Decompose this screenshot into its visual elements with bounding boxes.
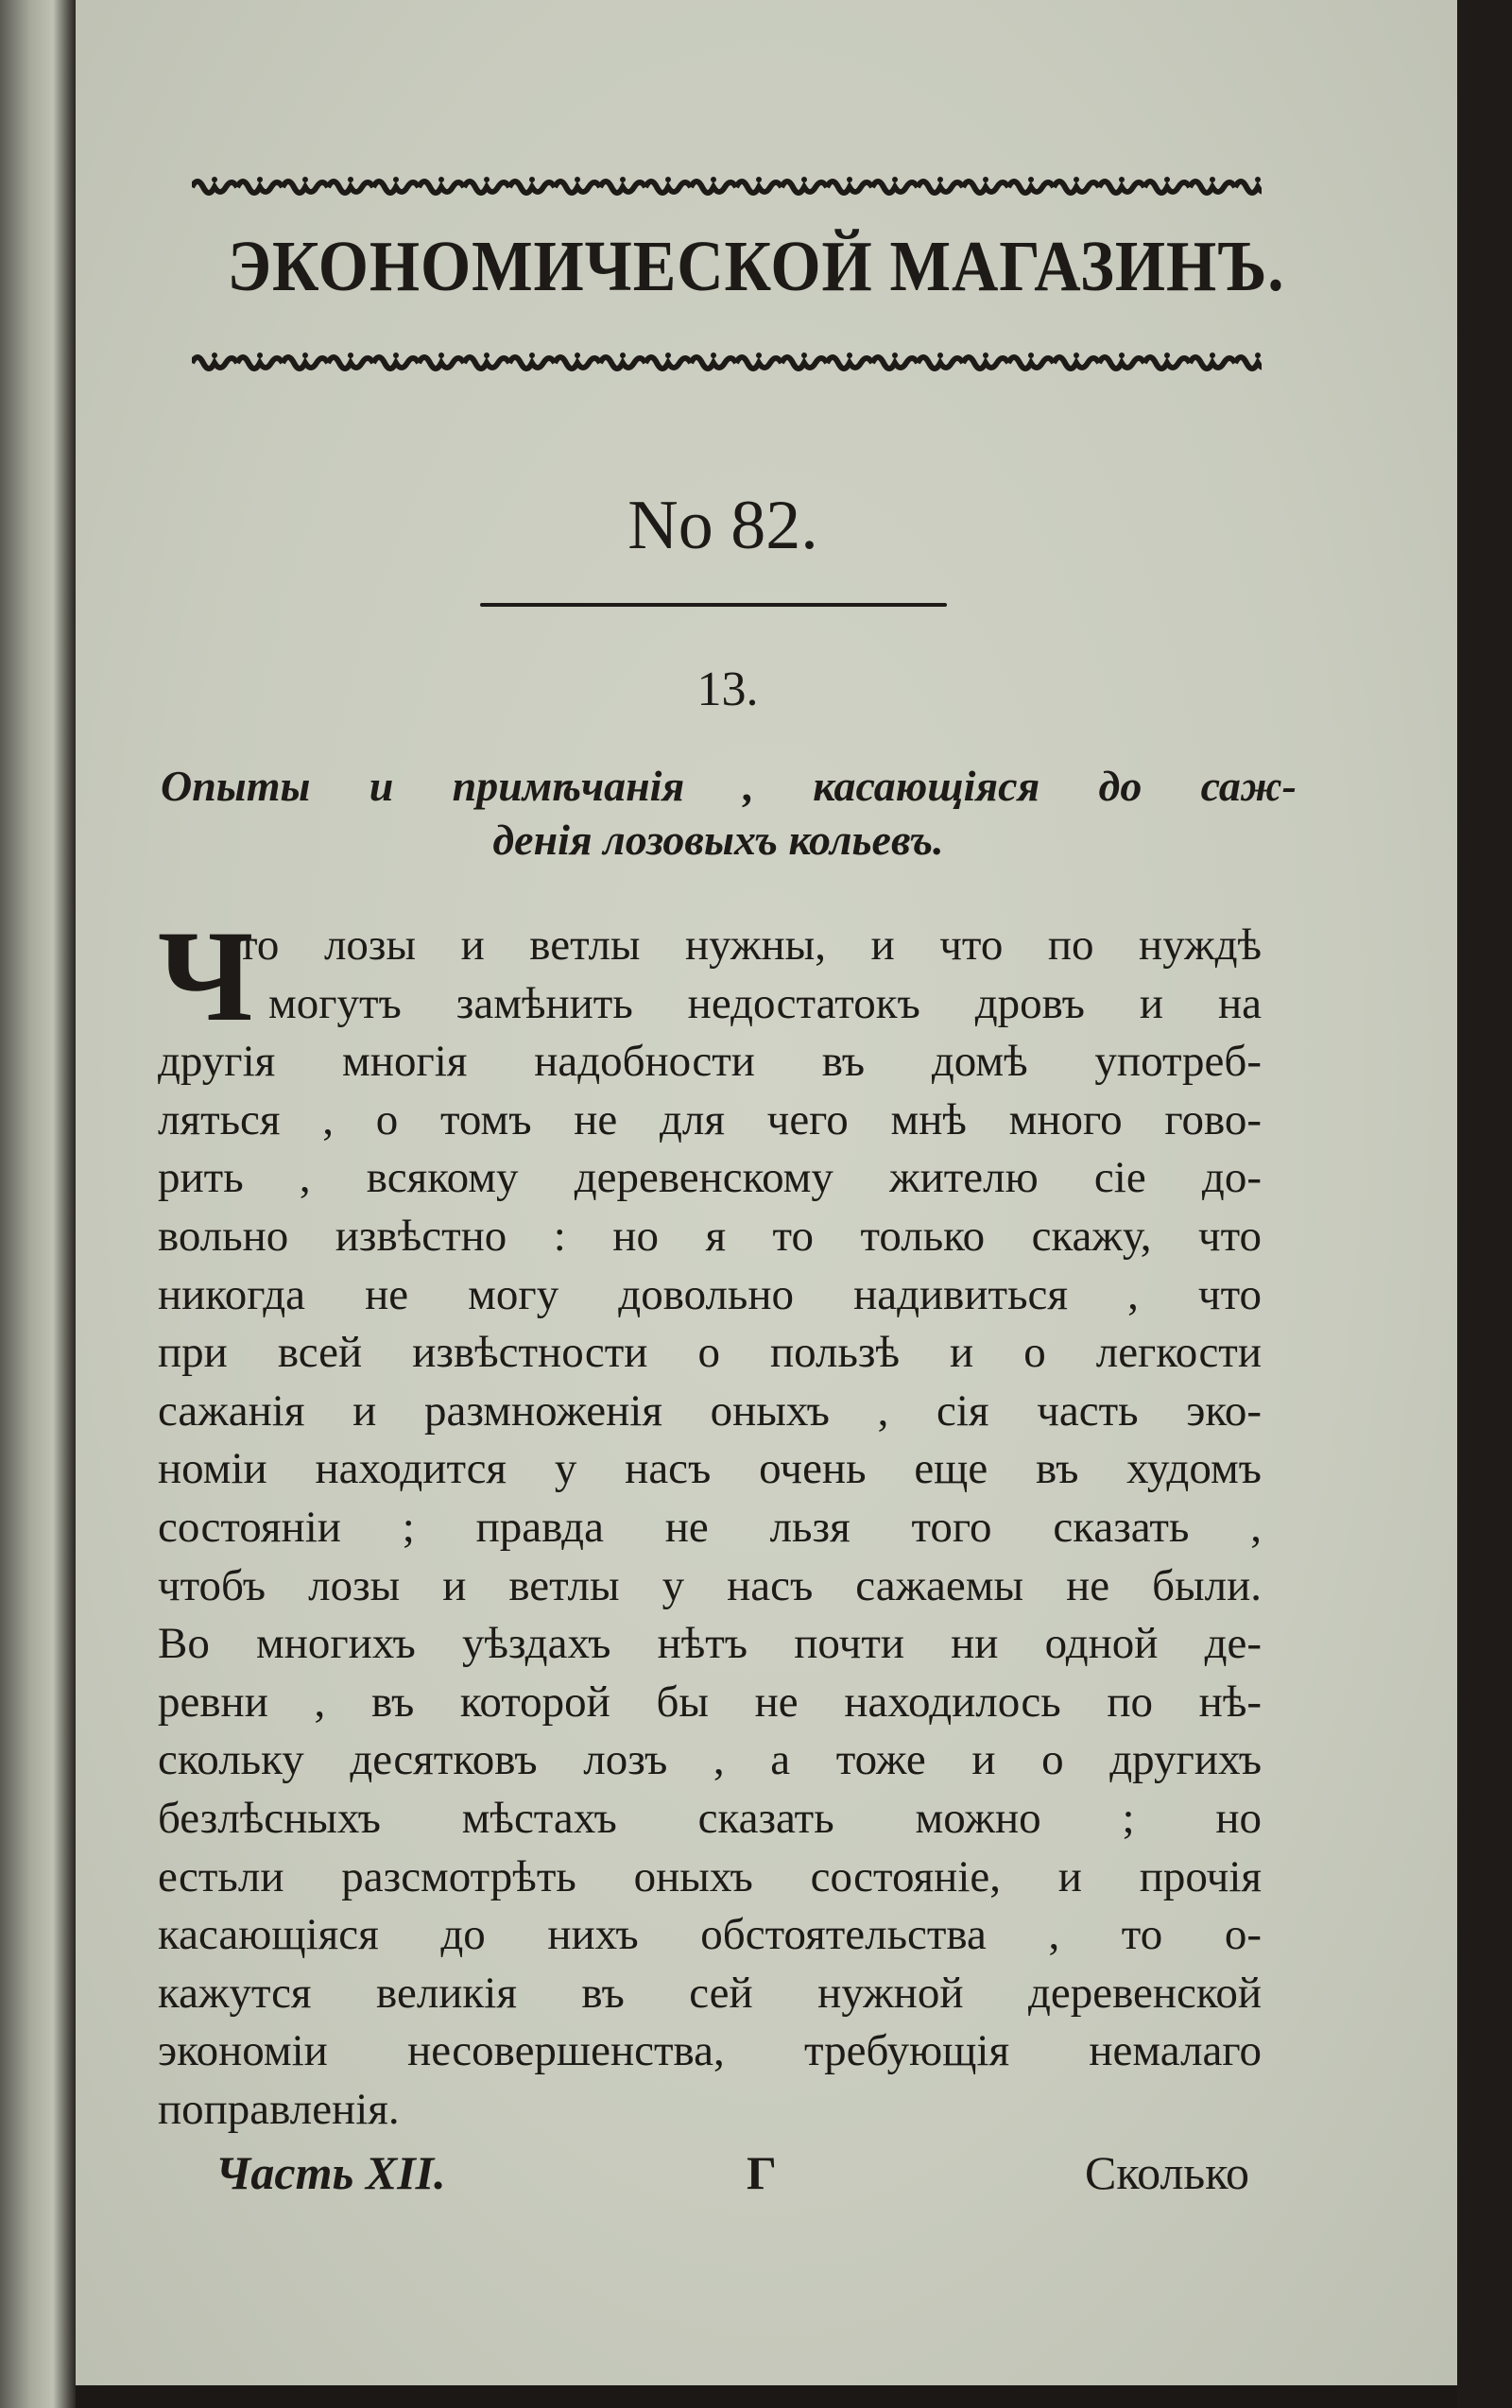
body-line: никогда не могу довольно надивиться , что (158, 1269, 1262, 1319)
body-line: рить , всякому деревенскому жителю сіе до- (158, 1153, 1262, 1203)
body-line: ревни , въ которой бы не находилось по нѣ- (158, 1677, 1262, 1727)
body-line: при всей извѣстности о пользѣ и о легкости (158, 1328, 1262, 1378)
body-line: состояніи ; правда не льзя того сказать , (158, 1502, 1262, 1552)
ornament-top (192, 168, 1262, 200)
page-shadow-edge (1457, 0, 1512, 2408)
drop-cap: Ч (158, 903, 254, 1048)
body-line: скольку десятковъ лозъ , а тоже и о другихъ (158, 1735, 1262, 1785)
body-line: номіи находится у насъ очень еще въ худомъ (158, 1444, 1262, 1494)
body-line: поправленія. (158, 2084, 400, 2134)
article-number: 13. (696, 662, 759, 716)
issue-number: No 82. (627, 487, 818, 564)
body-line: кажутся великія въ сей нужной деревенской (158, 1968, 1262, 2018)
adjacent-page-edge (0, 0, 76, 2408)
article-heading-line: денія лозовыхъ кольевъ. (492, 816, 944, 864)
body-line: ляться , о томъ не для чего мнѣ много гово- (158, 1094, 1262, 1144)
article-heading-line: Опыты и примѣчанія , касающіяся до саж- (161, 762, 1297, 810)
page-title: ЭКОНОМИЧЕСКОЙ МАГАЗИНЪ. (227, 227, 1285, 306)
body-line: экономіи несовершенства, требующія немалаго (158, 2026, 1262, 2076)
body-line: безлѣсныхъ мѣстахъ сказать можно ; но (158, 1793, 1262, 1843)
volume-signature: Часть XII. (215, 2146, 446, 2199)
divider-rule (480, 603, 947, 607)
body-line: сажанія и размноженія оныхъ , сія часть эко- (158, 1385, 1262, 1436)
body-line: Во многихъ уѣздахъ нѣтъ почти ни одной де- (158, 1619, 1262, 1669)
body-line: другія многія надобности въ домѣ употреб- (158, 1037, 1262, 1087)
body-line: могутъ замѣнить недостатокъ дровъ и на (268, 978, 1262, 1028)
body-line: вольно извѣстно : но я то только скажу, что (158, 1211, 1262, 1261)
body-line: то лозы и ветлы нужны, и что по нуждѣ (238, 920, 1262, 970)
body-line: касающіяся до нихъ обстоятельства , то о- (158, 1910, 1262, 1960)
body-text (158, 903, 1262, 2139)
body-line: естьли разсмотрѣть оныхъ состояніе, и прочія (158, 1851, 1262, 1901)
gathering-mark: Г (747, 2146, 777, 2199)
catchword: Сколько (1085, 2146, 1249, 2199)
body-line: чтобъ лозы и ветлы у насъ сажаемы не были. (158, 1560, 1262, 1610)
ornament-bottom (192, 344, 1262, 376)
